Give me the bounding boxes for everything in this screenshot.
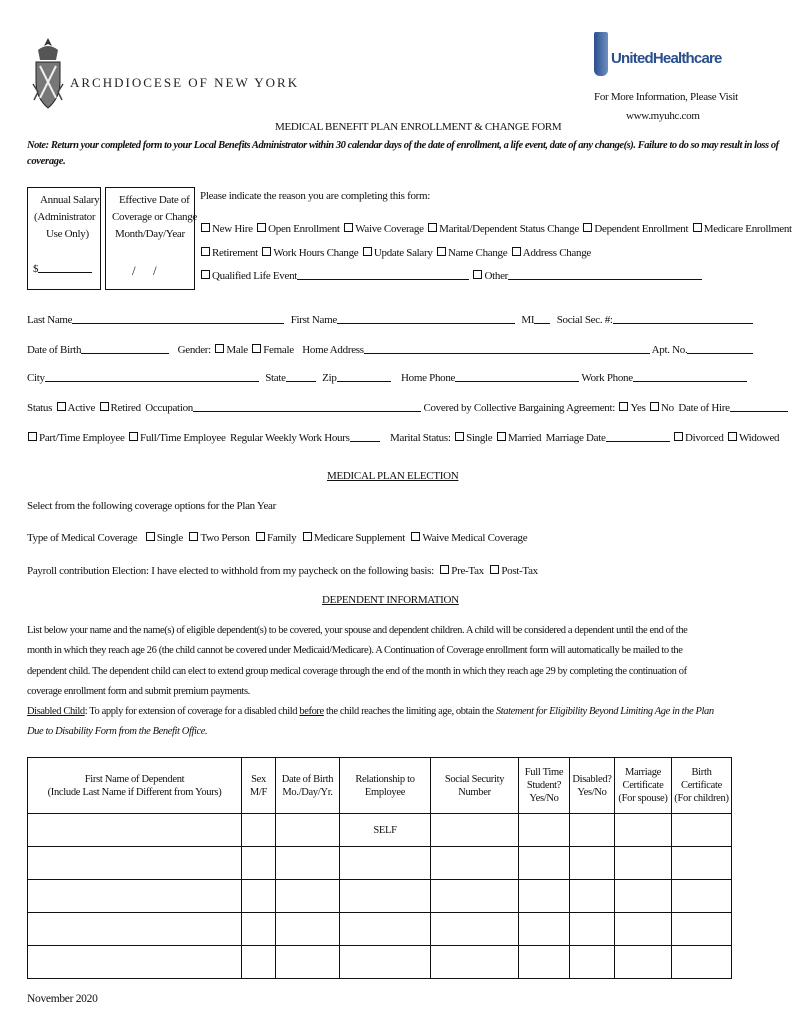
home-address-field[interactable] xyxy=(364,344,650,354)
table-row xyxy=(28,814,732,847)
married-checkbox[interactable]: Married xyxy=(495,432,541,444)
header-dob: Date of Birth Mo./Day/Yr. xyxy=(276,758,340,814)
reason-row-3 xyxy=(199,270,702,282)
qualified-life-event-field[interactable] xyxy=(297,270,469,280)
reason-option-checkbox[interactable]: Waive Coverage xyxy=(342,223,424,235)
dob-row: Date of Birth Gender: Male Female Home Address Apt. No. xyxy=(27,344,753,356)
org-name: ARCHDIOCESE OF NEW YORK xyxy=(70,75,300,90)
table-row xyxy=(28,913,732,946)
effective-date-field[interactable]: / / xyxy=(132,263,157,278)
coverage-two-person-checkbox[interactable]: Two Person xyxy=(187,532,249,544)
work-phone-field[interactable] xyxy=(633,372,747,382)
mi-field[interactable] xyxy=(534,314,550,324)
other-field[interactable] xyxy=(508,270,702,280)
active-checkbox[interactable]: Active xyxy=(55,402,96,414)
relationship-self: SELF xyxy=(340,814,431,847)
table-row xyxy=(28,880,732,913)
reason-option-checkbox[interactable]: New Hire xyxy=(199,223,253,235)
reason-option-checkbox[interactable]: Address Change xyxy=(510,247,591,259)
header-marriage-certificate: Marriage Certificate (For spouse) xyxy=(615,758,672,814)
dependent-table-header xyxy=(28,758,732,814)
reason-row-2 xyxy=(199,247,591,259)
info-url[interactable]: www.myuhc.com xyxy=(626,110,700,122)
info-line-1: For More Information, Please Visit xyxy=(594,91,738,103)
reason-option-checkbox[interactable]: Work Hours Change xyxy=(260,247,358,259)
table-row xyxy=(28,847,732,880)
disabled-child-line-1: Disabled Child: To apply for extension of coverage for a disabled child before the child reaches the limiting age, obtain the Statement for Eligibility Beyond Limiting Age in the Plan xyxy=(27,706,714,717)
reason-prompt: Please indicate the reason you are completing this form: xyxy=(200,190,431,202)
post-tax-checkbox[interactable]: Post-Tax xyxy=(488,565,538,577)
divorced-checkbox[interactable]: Divorced xyxy=(672,432,724,444)
qualified-life-event-checkbox[interactable]: Qualified Life Event xyxy=(199,270,297,282)
effective-date-box: Effective Date of Coverage or Change Month/Day/Year / / xyxy=(105,187,195,290)
header-disabled: Disabled? Yes/No xyxy=(570,758,615,814)
widowed-checkbox[interactable]: Widowed xyxy=(726,432,779,444)
zip-field[interactable] xyxy=(337,372,391,382)
header-ssn: Social Security Number xyxy=(431,758,519,814)
home-phone-field[interactable] xyxy=(455,372,579,382)
note-line-1: Note: Return your completed form to your Local Benefits Administrator within 30 calendar days of the date of enrollment, a life event, date of any change(s). Failure to do so may result in loss of xyxy=(27,140,779,151)
dependent-paragraph-line-2: month in which they reach age 26 (the child cannot be covered under Medicaid/Medicare). A Continuation of Coverage enrollment form will automatically be mailed to the xyxy=(27,645,683,656)
payroll-row: Payroll contribution Election: I have elected to withhold from my paycheck on the following basis: Pre-Tax Post-Tax xyxy=(27,565,538,577)
city-row: City State Zip Home Phone Work Phone xyxy=(27,372,747,384)
reason-option-checkbox[interactable]: Dependent Enrollment xyxy=(581,223,688,235)
annual-salary-box: Annual Salary (Administrator Use Only) $ xyxy=(27,187,101,290)
male-checkbox[interactable]: Male xyxy=(213,344,247,356)
other-checkbox[interactable]: Other xyxy=(471,270,508,282)
occupation-field[interactable] xyxy=(193,402,421,412)
single-checkbox[interactable]: Single xyxy=(453,432,492,444)
reason-option-checkbox[interactable]: Open Enrollment xyxy=(255,223,340,235)
city-field[interactable] xyxy=(45,372,259,382)
unitedhealthcare-logo: UnitedHealthcare xyxy=(594,32,734,78)
coverage-medicare-supplement-checkbox[interactable]: Medicare Supplement xyxy=(301,532,405,544)
coverage-waive-checkbox[interactable]: Waive Medical Coverage xyxy=(409,532,527,544)
cba-yes-checkbox[interactable]: Yes xyxy=(617,402,645,414)
employment-row: Part/Time Employee Full/Time Employee Regular Weekly Work Hours Marital Status: Single Married Marriage Date Divorced Widowed xyxy=(26,432,779,444)
form-title: MEDICAL BENEFIT PLAN ENROLLMENT & CHANGE FORM xyxy=(275,121,562,133)
marriage-date-field[interactable] xyxy=(606,432,670,442)
header-birth-certificate: Birth Certificate (For children) xyxy=(672,758,732,814)
dob-field[interactable] xyxy=(81,344,169,354)
reason-option-checkbox[interactable]: Update Salary xyxy=(361,247,433,259)
header-relationship: Relationship to Employee xyxy=(340,758,431,814)
last-name-field[interactable] xyxy=(72,314,284,324)
female-checkbox[interactable]: Female xyxy=(250,344,294,356)
reason-option-checkbox[interactable]: Medicare Enrollment xyxy=(691,223,792,235)
dependent-paragraph-line-4: coverage enrollment form and submit premium payments. xyxy=(27,686,250,697)
disabled-child-line-2: Due to Disability Form from the Benefit Office. xyxy=(27,726,208,737)
table-row xyxy=(28,946,732,979)
select-coverage-text: Select from the following coverage options for the Plan Year xyxy=(27,500,276,512)
coverage-family-checkbox[interactable]: Family xyxy=(254,532,296,544)
ssn-field[interactable] xyxy=(613,314,753,324)
dependent-table xyxy=(27,757,732,979)
header-full-time-student: Full Time Student? Yes/No xyxy=(519,758,570,814)
dependent-info-heading: DEPENDENT INFORMATION xyxy=(322,594,459,606)
name-row: Last Name First Name MI Social Sec. #: xyxy=(27,314,753,326)
medical-plan-heading: MEDICAL PLAN ELECTION xyxy=(327,470,459,482)
cba-no-checkbox[interactable]: No xyxy=(648,402,674,414)
dependent-paragraph-line-1: List below your name and the name(s) of eligible dependent(s) to be covered, your spouse and dependent children. A child will be considered a dependent until the end of the xyxy=(27,625,688,636)
footer-date: November 2020 xyxy=(27,993,98,1005)
first-name-field[interactable] xyxy=(337,314,515,324)
salary-field[interactable]: $ xyxy=(33,263,92,275)
header-first-name: First Name of Dependent (Include Last Name if Different from Yours) xyxy=(28,758,242,814)
reason-option-checkbox[interactable]: Marital/Dependent Status Change xyxy=(426,223,579,235)
apt-field[interactable] xyxy=(687,344,753,354)
header-sex: Sex M/F xyxy=(242,758,276,814)
reason-row-1 xyxy=(199,223,792,235)
reason-option-checkbox[interactable]: Retirement xyxy=(199,247,258,259)
archdiocese-crest-logo xyxy=(30,36,66,116)
pre-tax-checkbox[interactable]: Pre-Tax xyxy=(438,565,484,577)
coverage-single-checkbox[interactable]: Single xyxy=(144,532,183,544)
part-time-checkbox[interactable]: Part/Time Employee xyxy=(26,432,125,444)
status-row: Status Active Retired Occupation Covered by Collective Bargaining Agreement: Yes No Date of Hire xyxy=(27,402,788,414)
weekly-hours-field[interactable] xyxy=(350,432,380,442)
date-of-hire-field[interactable] xyxy=(730,402,788,412)
dependent-paragraph-line-3: dependent child. The dependent child can elect to extend group medical coverage through the end of the month in which they reach age 29 by completing the continuation of xyxy=(27,666,687,677)
retired-checkbox[interactable]: Retired xyxy=(98,402,141,414)
uhc-shield-icon xyxy=(594,32,608,76)
note-line-2: coverage. xyxy=(27,156,66,167)
reason-option-checkbox[interactable]: Name Change xyxy=(435,247,507,259)
coverage-type-row: Type of Medical Coverage Single Two Person Family Medicare Supplement Waive Medical Coverage xyxy=(27,532,528,544)
state-field[interactable] xyxy=(286,372,316,382)
full-time-checkbox[interactable]: Full/Time Employee xyxy=(127,432,226,444)
